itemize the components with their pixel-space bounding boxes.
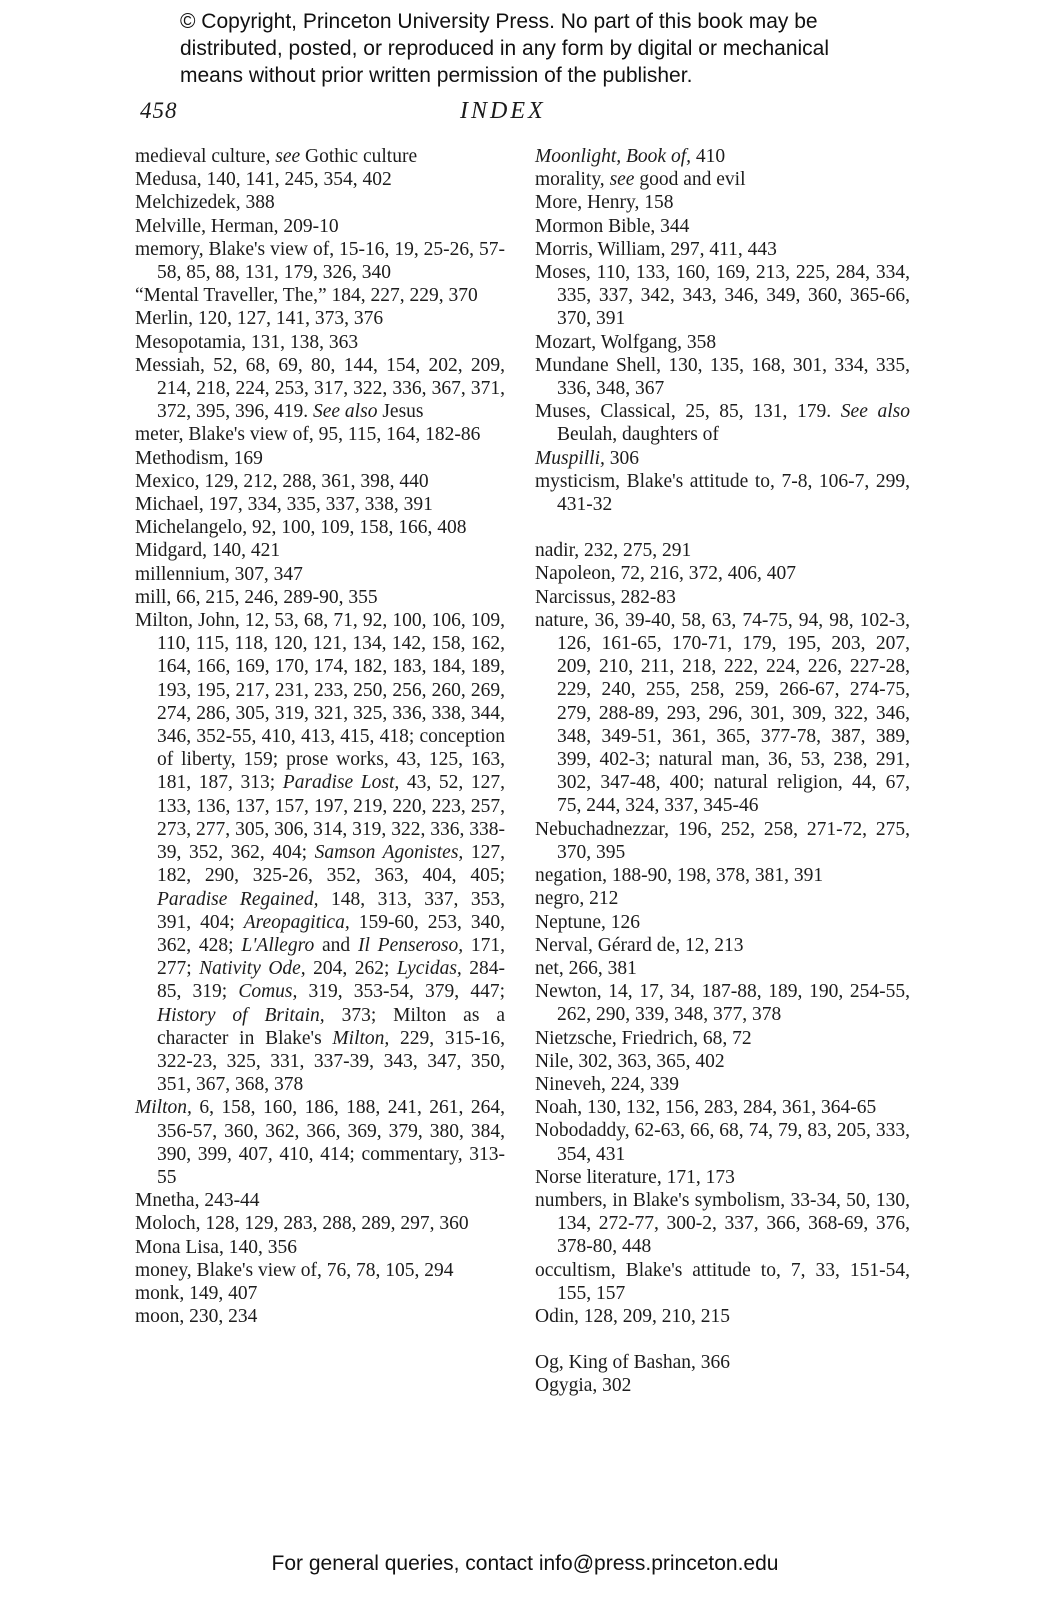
index-entry: Og, King of Bashan, 366 <box>535 1352 730 1374</box>
index-column-left <box>135 145 505 1328</box>
index-entry: Milton, John, 12, 53, 68, 71, 92, 100, 106, 109, 110, 115, 118, 120, 121, 134, 142, 158, 162, 164, 166, 169, 170, 174, 182, 183, 184, 189, 193, 195, 217, 231, 233, 250, 256, 260, 269, 274, 286, 305, 319, 321, 325, 336, 338, 344, 346, 352-55, 410, 413, 415, 418; conception of liberty, 159; prose works, 43, 125, 163, 181, 187, 313; Paradise Lost, 43, 52, 127, 133, 136, 137, 157, 197, 219, 220, 223, 257, 273, 277, 305, 306, 314, 319, 322, 336, 338-39, 352, 362, 404; Samson Agonistes, 127, 182, 290, 325-26, 352, 363, 404, 405; Paradise Regained, 148, 313, 337, 353, 391, 404; Areopagitica, 159-60, 253, 340, 362, 428; L'Allegro and Il Penseroso, 171, 277; Nativity Ode, 204, 262; Lycidas, 284-85, 319; Comus, 319, 353-54, 379, 447; History of Britain, 373; Milton as a character in Blake's Milton, 229, 315-16, 322-23, 325, 331, 337-39, 343, 347, 350, 351, 367, 368, 378 <box>135 610 506 1096</box>
index-entry: Narcissus, 282-83 <box>535 586 676 608</box>
index-entry: Melville, Herman, 209-10 <box>135 215 339 237</box>
index-entry: nature, 36, 39-40, 58, 63, 74-75, 94, 98, 102-3, 126, 161-65, 170-71, 179, 195, 203, 207, 209, 210, 211, 218, 222, 224, 226, 227-28, 229, 240, 255, 258, 259, 266-67, 274-75, 279, 288-89, 293, 296, 301, 309, 322, 346, 348, 349-51, 361, 365, 377-78, 387, 389, 399, 402-3; natural man, 36, 53, 238, 291, 302, 347-48, 400; natural religion, 44, 67, 75, 244, 324, 337, 345-46 <box>535 609 910 817</box>
index-entry: Midgard, 140, 421 <box>135 540 281 562</box>
index-entry: occultism, Blake's attitude to, 7, 33, 151-54, 155, 157 <box>535 1259 910 1304</box>
index-entry: meter, Blake's view of, 95, 115, 164, 182-86 <box>135 424 481 446</box>
index-entry: numbers, in Blake's symbolism, 33-34, 50, 130, 134, 272-77, 300-2, 337, 366, 368-69, 376, 378-80, 448 <box>535 1189 910 1258</box>
index-entry: “Mental Traveller, The,” 184, 227, 229, 370 <box>135 285 478 307</box>
index-entry: Moses, 110, 133, 160, 169, 213, 225, 284, 334, 335, 337, 342, 343, 346, 349, 360, 365-66, 370, 391 <box>535 262 910 330</box>
index-entry: Nebuchadnezzar, 196, 252, 258, 271-72, 275, 370, 395 <box>535 818 910 863</box>
index-entry: Nerval, Gérard de, 12, 213 <box>535 934 744 956</box>
page-number: 458 <box>140 98 178 123</box>
index-entry: monk, 149, 407 <box>135 1282 258 1304</box>
page-title: INDEX <box>460 98 546 124</box>
index-entry: Nobodaddy, 62-63, 66, 68, 74, 79, 83, 205, 333, 354, 431 <box>535 1120 910 1165</box>
copyright-notice <box>180 8 940 89</box>
index-entry: millennium, 307, 347 <box>135 563 303 585</box>
index-entry: Messiah, 52, 68, 69, 80, 144, 154, 202, 209, 214, 218, 224, 253, 317, 322, 336, 367, 371, 372, 395, 396, 419. See also Jesus <box>135 354 505 423</box>
index-entry: Muspilli, 306 <box>535 447 640 469</box>
index-entry: medieval culture, see Gothic culture <box>135 146 418 167</box>
running-head <box>0 98 1050 128</box>
index-entry: Methodism, 169 <box>135 447 263 469</box>
index-entry: Muses, Classical, 25, 85, 131, 179. See also Beulah, daughters of <box>535 401 910 446</box>
index-entry: Napoleon, 72, 216, 372, 406, 407 <box>535 563 797 585</box>
index-entry: mysticism, Blake's attitude to, 7-8, 106-7, 299, 431-32 <box>535 470 910 516</box>
index-entry: Neptune, 126 <box>535 911 641 933</box>
index-entry: memory, Blake's view of, 15-16, 19, 25-26, 57-58, 85, 88, 131, 179, 326, 340 <box>135 238 505 284</box>
index-entry: Mexico, 129, 212, 288, 361, 398, 440 <box>135 470 429 492</box>
index-entry: Moloch, 128, 129, 283, 288, 289, 297, 360 <box>135 1213 469 1235</box>
index-entry: Mozart, Wolfgang, 358 <box>535 331 717 353</box>
index-entry: Ogygia, 302 <box>535 1375 632 1397</box>
index-entry: morality, see good and evil <box>535 169 746 191</box>
index-entry: Noah, 130, 132, 156, 283, 284, 361, 364-65 <box>535 1097 877 1119</box>
copyright-line: distributed, posted, or reproduced in any form by digital or mechanical <box>180 37 830 60</box>
index-entry: Mundane Shell, 130, 135, 168, 301, 334, 335, 336, 348, 367 <box>535 354 910 400</box>
index-entry: Nietzsche, Friedrich, 68, 72 <box>535 1027 752 1049</box>
copyright-line: means without prior written permission of the publisher. <box>180 64 693 87</box>
index-entry: Milton, 6, 158, 160, 186, 188, 241, 261, 264, 356-57, 360, 362, 366, 369, 379, 380, 384, 390, 399, 407, 410, 414; commentary, 313-55 <box>135 1097 505 1188</box>
index-entry: Merlin, 120, 127, 141, 373, 376 <box>135 308 384 330</box>
index-entry: Mesopotamia, 131, 138, 363 <box>135 331 359 353</box>
copyright-line: © Copyright, Princeton University Press. No part of this book may be <box>180 10 818 33</box>
index-entry: Mnetha, 243-44 <box>135 1190 260 1212</box>
index-entry: Morris, William, 297, 411, 443 <box>535 238 777 260</box>
index-entry: Odin, 128, 209, 210, 215 <box>535 1305 730 1327</box>
index-entry: More, Henry, 158 <box>535 192 674 214</box>
index-entry: negation, 188-90, 198, 378, 381, 391 <box>535 865 824 887</box>
index-entry: mill, 66, 215, 246, 289-90, 355 <box>135 586 378 608</box>
index-entry: Medusa, 140, 141, 245, 354, 402 <box>135 169 392 191</box>
index-entry: Mormon Bible, 344 <box>535 215 690 237</box>
index-entry: Newton, 14, 17, 34, 187-88, 189, 190, 254-55, 262, 290, 339, 348, 377, 378 <box>535 981 910 1026</box>
index-entry: moon, 230, 234 <box>135 1306 258 1328</box>
index-entry: Nineveh, 224, 339 <box>535 1073 680 1095</box>
index-entry: negro, 212 <box>535 888 619 910</box>
index-entry: Nile, 302, 363, 365, 402 <box>535 1050 725 1072</box>
index-entry: Melchizedek, 388 <box>135 192 275 214</box>
index-entry: money, Blake's view of, 76, 78, 105, 294 <box>135 1259 454 1281</box>
index-entry: Moonlight, Book of, 410 <box>535 146 726 167</box>
index-entry: Michael, 197, 334, 335, 337, 338, 391 <box>135 494 433 516</box>
index-entry: Michelangelo, 92, 100, 109, 158, 166, 408 <box>135 517 467 539</box>
index-entry: nadir, 232, 275, 291 <box>535 540 692 562</box>
index-entry: net, 266, 381 <box>535 957 637 979</box>
index-column-right <box>535 145 910 1398</box>
footer-contact: For general queries, contact info@press.princeton.edu <box>271 1552 779 1575</box>
index-entry: Mona Lisa, 140, 356 <box>135 1236 297 1258</box>
index-entry: Norse literature, 171, 173 <box>535 1166 735 1188</box>
